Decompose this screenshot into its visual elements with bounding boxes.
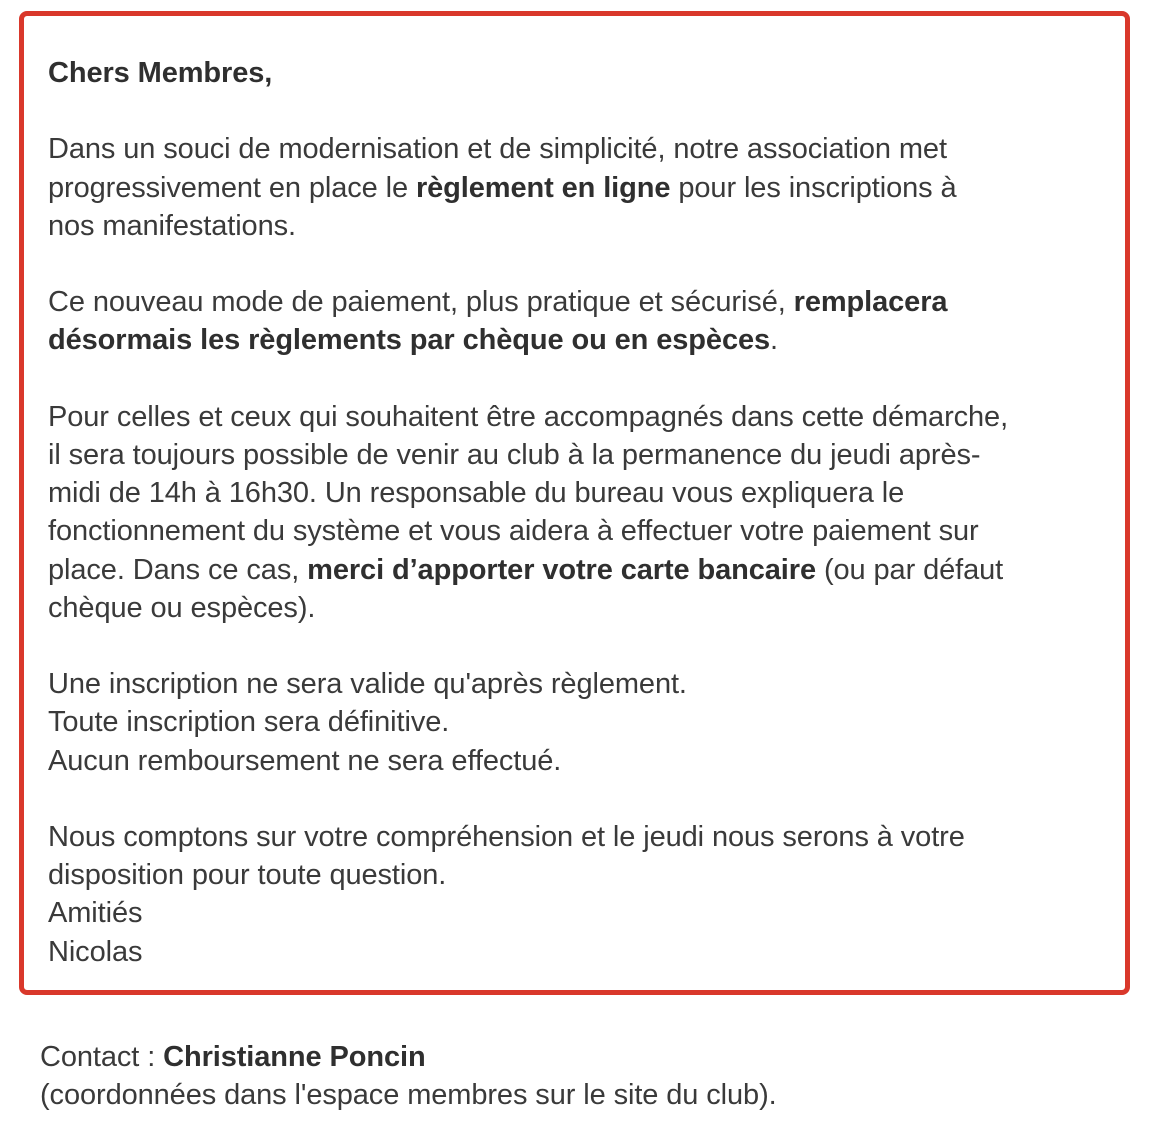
paragraph-line: nos manifestations. xyxy=(48,209,296,242)
contact-label: Contact : xyxy=(40,1041,164,1073)
paragraph-rules xyxy=(48,665,1123,780)
greeting: Chers Membres, xyxy=(48,57,273,89)
paragraph-line: Dans un souci de modernisation et de simplicité, notre association met xyxy=(48,133,947,166)
paragraph-line: place. Dans ce cas, merci d’apporter votre carte bancaire (ou par défaut xyxy=(48,553,1004,586)
highlight-online-payment: règlement en ligne xyxy=(415,171,671,204)
signature-name: Nicolas xyxy=(48,935,143,968)
notice-box xyxy=(19,11,1130,995)
paragraph-line: Nous comptons sur votre compréhension et le jeudi nous serons à votre xyxy=(48,820,965,853)
paragraph-line: disposition pour toute question. xyxy=(48,859,447,892)
paragraph-online-payment xyxy=(48,130,1123,245)
rule-line: Toute inscription sera définitive. xyxy=(48,706,450,739)
paragraph-line: fonctionnement du système et vous aidera à effectuer votre paiement sur xyxy=(48,515,979,548)
paragraph-payment-replacement xyxy=(48,283,1123,359)
contact-line xyxy=(40,1038,777,1076)
paragraph-line: il sera toujours possible de venir au club à la permanence du jeudi après- xyxy=(48,438,981,471)
highlight-replacement-cont: désormais les règlements par chèque ou en espèces xyxy=(48,324,771,357)
rule-line: Aucun remboursement ne sera effectué. xyxy=(48,744,562,777)
paragraph-line: midi de 14h à 16h30. Un responsable du bureau vous expliquera le xyxy=(48,477,905,510)
rule-line: Une inscription ne sera valide qu'après règlement. xyxy=(48,668,687,701)
notice-content xyxy=(48,54,1123,971)
paragraph-line: Pour celles et ceux qui souhaitent être accompagnés dans cette démarche, xyxy=(48,400,1009,433)
paragraph-assistance xyxy=(48,398,1123,627)
paragraph-line: progressivement en place le règlement en ligne pour les inscriptions à xyxy=(48,171,957,204)
paragraph-closing xyxy=(48,818,1123,971)
sign-off: Amitiés xyxy=(48,897,143,930)
contact-note: (coordonnées dans l'espace membres sur le site du club). xyxy=(40,1079,777,1112)
contact-name: Christianne Poncin xyxy=(163,1041,426,1073)
paragraph-line: désormais les règlements par chèque ou en espèces. xyxy=(48,324,778,357)
paragraph-line: Ce nouveau mode de paiement, plus pratique et sécurisé, remplacera xyxy=(48,286,948,319)
highlight-bring-card: merci d’apporter votre carte bancaire xyxy=(307,553,816,586)
contact-block xyxy=(40,1038,777,1114)
highlight-replacement: remplacera xyxy=(793,286,948,319)
paragraph-line: chèque ou espèces). xyxy=(48,591,316,624)
